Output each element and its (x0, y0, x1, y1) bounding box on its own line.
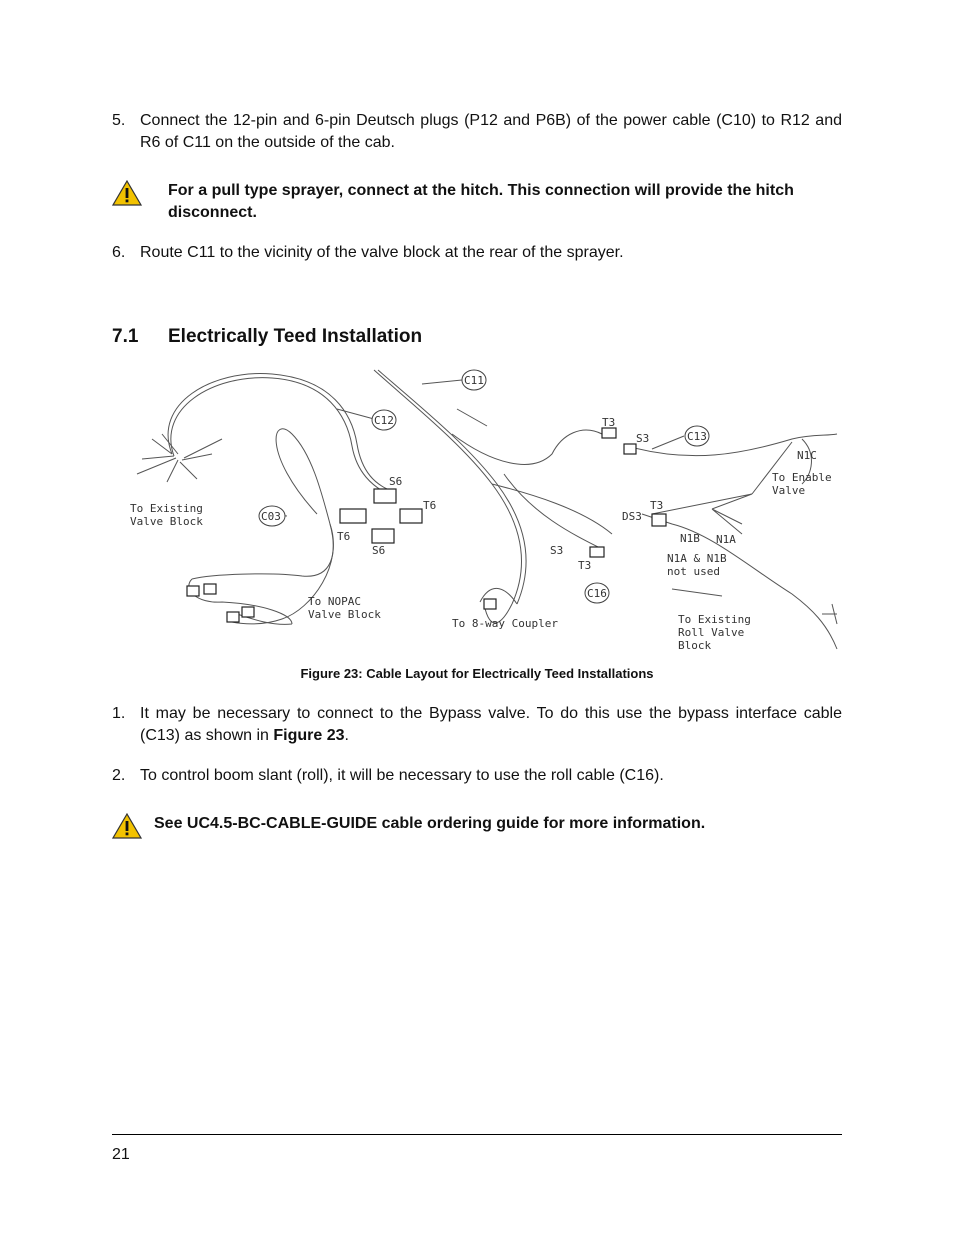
connector-t6 (340, 509, 366, 523)
step-text: Connect the 12-pin and 6-pin Deutsch plugs (P12 and P6B) of the power cable (C10) to R12 and R6 of C11 on the outside of the cab. (140, 112, 842, 151)
connector-s3 (624, 444, 636, 454)
label-c03: C03 (261, 510, 281, 523)
figure-caption: Figure 23: Cable Layout for Electrically Teed Installations (300, 666, 654, 681)
label-s3: S3 (636, 432, 650, 445)
section-title: Electrically Teed Installation (168, 326, 423, 347)
connector-nopac-1 (187, 586, 199, 596)
step-2 (112, 765, 842, 787)
label-notused-2: not used (667, 565, 720, 578)
warning-text: For a pull type sprayer, connect at the hitch. This connection will provide the hitch disconnect. (168, 182, 794, 221)
cable-breakout-wires (137, 434, 222, 482)
warning-note-hitch (112, 180, 842, 224)
label-t3-c: T3 (578, 559, 592, 572)
section-heading (112, 326, 422, 348)
label-nopac-2: Valve Block (308, 608, 381, 621)
label-nopac-1: To NOPAC (308, 595, 361, 608)
label-existing-2: Valve Block (130, 515, 203, 528)
step-1 (112, 703, 842, 747)
warning-text: See UC4.5-BC-CABLE-GUIDE cable ordering guide for more information. (154, 815, 706, 832)
section-number: 7.1 (112, 326, 139, 347)
cable-layout-diagram (112, 364, 842, 660)
step-text: Route C11 to the vicinity of the valve block at the rear of the sprayer. (140, 244, 624, 261)
label-t3: T3 (602, 416, 616, 429)
connector-coupler (484, 599, 496, 609)
warning-icon (112, 813, 142, 839)
label-roll-2: Roll Valve (678, 626, 745, 639)
warning-note-cable-guide (112, 813, 842, 835)
label-c11: C11 (464, 374, 484, 387)
label-s6: S6 (389, 475, 403, 488)
connector-nopac-3 (227, 612, 239, 622)
connector-t3 (602, 428, 616, 438)
connector-s3-b (590, 547, 604, 557)
label-n1c: N1C (797, 449, 817, 462)
connector-s6 (374, 489, 396, 503)
label-n1a: N1A (716, 533, 736, 546)
step-text (140, 703, 842, 747)
label-notused-1: N1A & N1B (667, 552, 727, 565)
connector-t3-ds3 (652, 514, 666, 526)
connector-s6-b (372, 529, 394, 543)
step-number: 6. (112, 244, 126, 261)
connector-nopac-4 (242, 607, 254, 617)
label-t6-b: T6 (423, 499, 437, 512)
label-s3-b: S3 (550, 544, 564, 557)
step-text-part: It may be necessary to connect to the Bypass valve. To do this use the bypass interface cable (C13) as shown in (140, 705, 842, 744)
label-enable-1: To Enable (772, 471, 832, 484)
label-roll-3: Block (678, 639, 712, 652)
step-text: To control boom slant (roll), it will be necessary to use the roll cable (C16). (140, 767, 664, 784)
label-c12: C12 (374, 414, 394, 427)
step-number: 1. (112, 705, 126, 722)
footer-rule (112, 1134, 842, 1135)
connector-nopac-2 (204, 584, 216, 594)
label-n1b: N1B (680, 532, 700, 545)
step-number: 5. (112, 112, 126, 129)
warning-icon (112, 180, 142, 206)
step-6 (112, 242, 842, 264)
label-roll-1: To Existing (678, 613, 751, 626)
label-existing-1: To Existing (130, 502, 203, 515)
label-enable-2: Valve (772, 484, 806, 497)
page-number: 21 (112, 1146, 130, 1163)
label-s6-b: S6 (372, 544, 386, 557)
cable-c03 (192, 429, 333, 579)
figure-reference: Figure 23 (273, 727, 345, 744)
step-text-end: . (344, 727, 349, 744)
step-5 (112, 110, 842, 154)
label-coupler: To 8-way Coupler (452, 617, 558, 630)
label-c13: C13 (687, 430, 707, 443)
connector-t6-b (400, 509, 422, 523)
label-t3-b: T3 (650, 499, 664, 512)
label-t6: T6 (337, 530, 351, 543)
step-number: 2. (112, 767, 126, 784)
label-c16: C16 (587, 587, 607, 600)
label-ds3: DS3 (622, 510, 642, 523)
